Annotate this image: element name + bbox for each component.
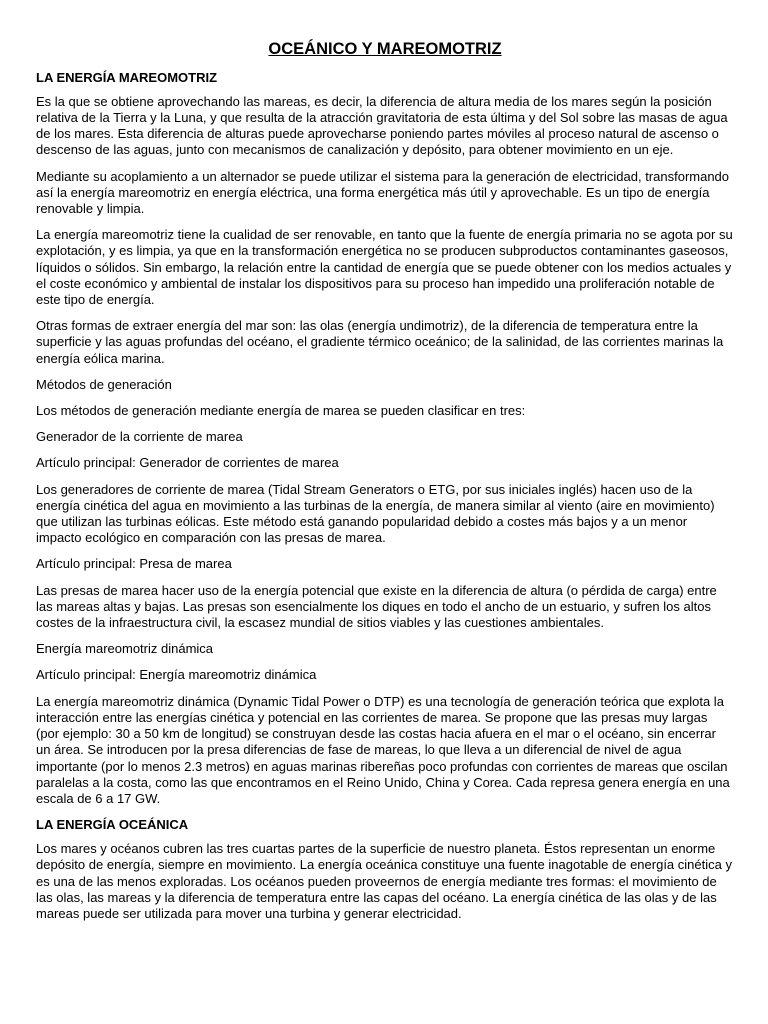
- paragraph: La energía mareomotriz dinámica (Dynamic Tidal Power o DTP) es una tecnología de generación teórica que explota la interacción entre las energías cinética y potencial en las corrientes de marea. Se propone que las presas muy largas (por ejemplo: 30 a 50 km de longitud) se construyan desde las costas hacia afuera en el mar o el océano, sin encerrar un área. Se introducen por la presa diferencias de fase de mareas, lo que lleva a un diferencial de nivel de agua importante (por lo menos 2.3 metros) en aguas marinas ribereñas poco profundas con corrientes de mareas que oscilan paralelas a la costa, como las que encontramos en el Reino Unido, China y Corea. Cada represa genera energía en una escala de 6 a 17 GW.: [36, 693, 730, 806]
- document-title: OCEÁNICO Y MAREOMOTRIZ: [268, 40, 502, 58]
- paragraph: Energía mareomotriz dinámica: [36, 641, 214, 657]
- section-heading-oceanica: LA ENERGÍA OCEÁNICA: [36, 817, 189, 833]
- paragraph: Métodos de generación: [36, 376, 172, 392]
- paragraph: Es la que se obtiene aprovechando las mareas, es decir, la diferencia de altura media de los mares según la posición relativa de la Tierra y la Luna, y que resulta de la atracción gravitatoria de esta última y del Sol sobre las masas de agua de los mares. Esta diferencia de alturas puede aprovecharse poniendo partes móviles al proceso natural de ascenso o descenso de las aguas, junto con mecanismos de canalización y depósito, para obtener movimiento en un eje.: [36, 93, 728, 158]
- paragraph: Artículo principal: Presa de marea: [36, 556, 232, 572]
- paragraph: Artículo principal: Energía mareomotriz dinámica: [36, 667, 317, 683]
- paragraph: Artículo principal: Generador de corrientes de marea: [36, 455, 339, 471]
- paragraph: Generador de la corriente de marea: [36, 429, 243, 445]
- paragraph: Mediante su acoplamiento a un alternador se puede utilizar el sistema para la generación de electricidad, transformando así la energía mareomotriz en energía eléctrica, una forma energética más útil y aprovechable. Es un tipo de energía renovable y limpia.: [36, 168, 730, 217]
- paragraph: Los métodos de generación mediante energía de marea se pueden clasificar en tres:: [36, 403, 526, 419]
- section-heading-mareomotriz: LA ENERGÍA MAREOMOTRIZ: [36, 69, 218, 85]
- paragraph: Los mares y océanos cubren las tres cuartas partes de la superficie de nuestro planeta. Éstos representan un enorme depósito de energía, siempre en movimiento. La energía oceánica constituye una fuente inagotable de energía cinética y es una de las menos exploradas. Los océanos pueden proveernos de energía mediante tres formas: el movimiento de las olas, las mareas y la diferencia de temperatura entre las capas del océano. La energía cinética de las olas y de las mareas puede ser utilizada para mover una turbina y generar electricidad.: [36, 841, 732, 921]
- paragraph: Los generadores de corriente de marea (Tidal Stream Generators o ETG, por sus iniciales inglés) hacen uso de la energía cinética del agua en movimiento a las turbinas de la energía, de manera similar al viento (aire en movimiento) que utilizan las turbinas eólicas. Este método está ganando popularidad debido a costes más bajos y a un menor impacto ecológico en comparación con las presas de marea.: [36, 481, 715, 546]
- paragraph: La energía mareomotriz tiene la cualidad de ser renovable, en tanto que la fuente de energía primaria no se agota por su explotación, y es limpia, ya que en la transformación energética no se producen subproductos contaminantes gaseosos, líquidos o sólidos. Sin embargo, la relación entre la cantidad de energía que se puede obtener con los medios actuales y el coste económico y ambiental de instalar los dispositivos para su proceso han impedido una proliferación notable de este tipo de energía.: [36, 227, 733, 308]
- paragraph: Las presas de marea hacer uso de la energía potencial que existe en la diferencia de altura (o pérdida de carga) entre las mareas altas y bajas. Las presas son esencialmente los diques en todo el ancho de un estuario, y sufren los altos costes de la infraestructura civil, la escasez mundial de sitios viables y las cuestiones ambientales.: [36, 582, 717, 631]
- paragraph: Otras formas de extraer energía del mar son: las olas (energía undimotriz), de la diferencia de temperatura entre la superficie y las aguas profundas del océano, el gradiente térmico oceánico; de la salinidad, de las corrientes marinas la energía eólica marina.: [36, 318, 724, 366]
